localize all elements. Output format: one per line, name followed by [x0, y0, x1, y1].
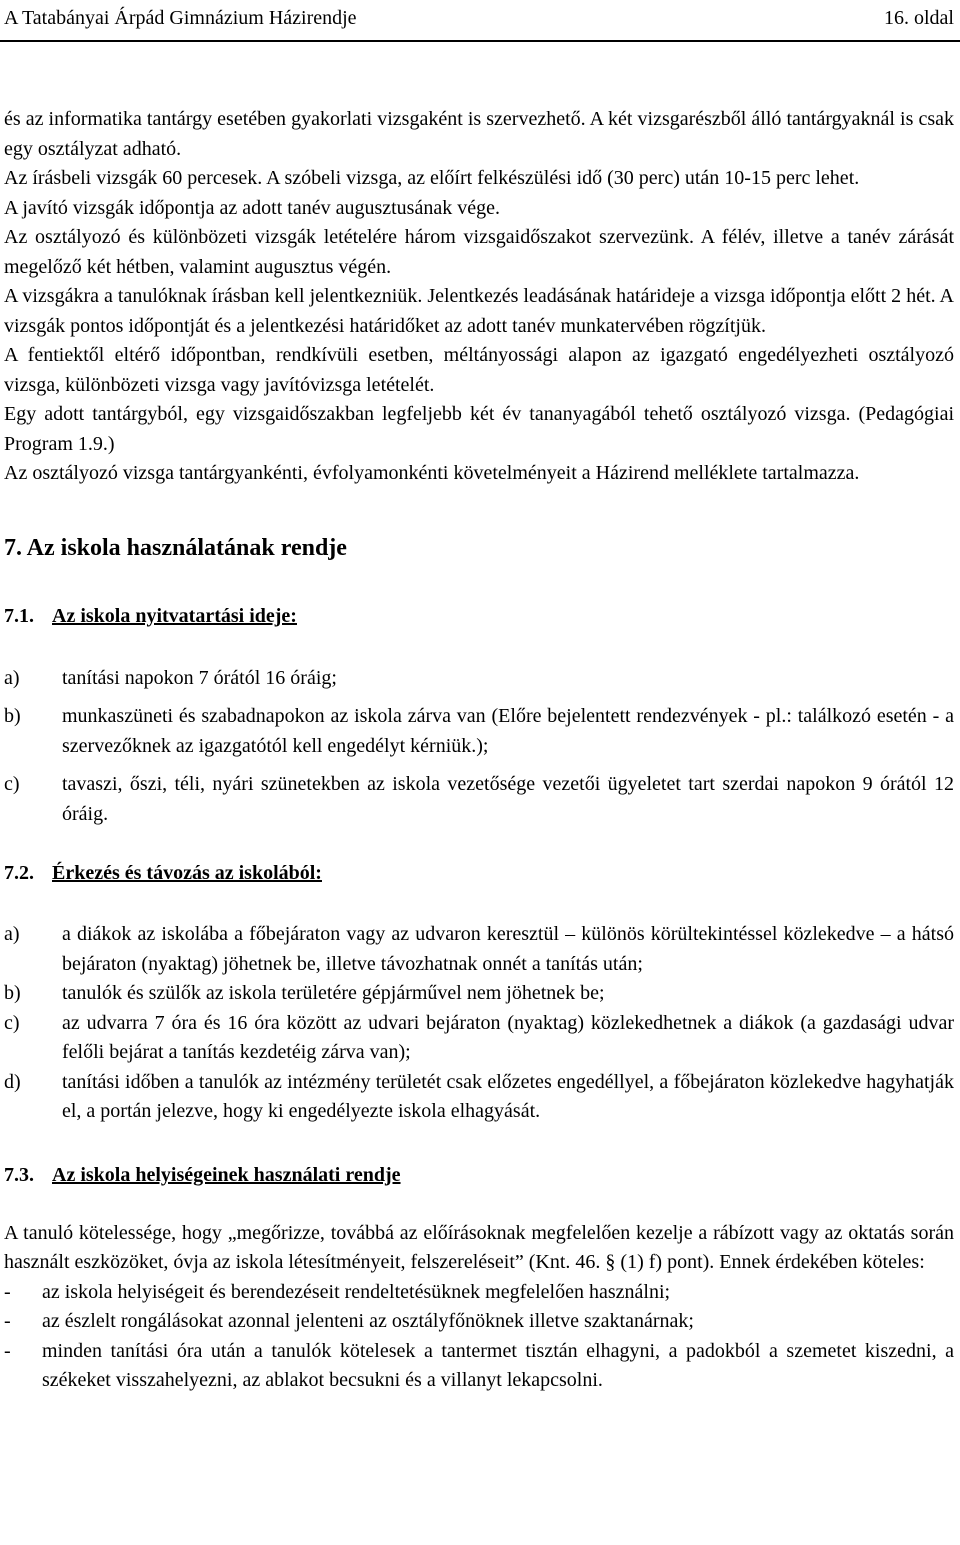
subsection-title: Az iskola nyitvatartási ideje: — [52, 604, 297, 627]
list-marker: c) — [4, 773, 20, 795]
paragraph: és az informatika tantárgy esetében gyakorlati vizsgaként is szervezhető. A két vizsgarészből álló tantárgyaknál is csak egy osztályzat adható. — [4, 108, 954, 160]
page-content — [4, 105, 954, 1396]
subsection-heading-7-3 — [4, 1161, 954, 1189]
list-marker: - — [4, 1280, 11, 1303]
paragraph: A vizsgákra a tanulóknak írásban kell jelentkezniük. Jelentkezés leadásának határideje a vizsga időpontja előtt 2 hét. A vizsgák pontos időpontját és a jelentkezési határidőket az adott tanév munkatervében rögzítjük. — [4, 285, 954, 337]
list-text: tanítási napokon 7 órától 16 óráig; — [62, 666, 337, 689]
list-item — [4, 1337, 954, 1396]
list-item — [4, 920, 954, 979]
subsection-heading-7-2 — [4, 859, 954, 887]
paragraph: Az osztályozó vizsga tantárgyankénti, évfolyamonkénti követelményeit a Házirend melléklete tartalmazza. — [4, 462, 860, 484]
document-title: A Tatabányai Árpád Gimnázium Házirendje — [4, 7, 357, 29]
page-header — [4, 6, 954, 30]
arrival-departure-list — [4, 920, 954, 1127]
list-item — [4, 979, 954, 1009]
list-marker: b) — [4, 705, 21, 727]
subsection-number: 7.3. — [4, 1163, 34, 1186]
duties-list — [4, 1278, 954, 1396]
list-text: a diákok az iskolába a főbejáraton vagy az udvaron keresztül – különös körültekintéssel közlekedve – a hátsó bejáraton (nyaktag) jöhetnek be, illetve távozhatnak onnét a tanítás után; — [62, 923, 954, 975]
list-item — [4, 1307, 954, 1337]
list-marker: a) — [4, 666, 20, 689]
paragraph: A fentiektől eltérő időpontban, rendkívüli esetben, méltányossági alapon az igazgató engedélyezheti osztályozó vizsga, különbözeti vizsga vagy javítóvizsga letételét. — [4, 344, 954, 396]
list-marker: d) — [4, 1070, 21, 1093]
list-marker: c) — [4, 1011, 20, 1034]
paragraph: Egy adott tantárgyból, egy vizsgaidőszakban legfeljebb két év tananyagából tehető osztályozó vizsga. (Pedagógiai Program 1.9.) — [4, 403, 954, 455]
list-marker: - — [4, 1339, 11, 1362]
subsection-number: 7.1. — [4, 604, 34, 627]
subsection-title: Az iskola helyiségeinek használati rendje — [52, 1163, 401, 1186]
list-marker: b) — [4, 982, 21, 1004]
list-text: munkaszüneti és szabadnapokon az iskola zárva van (Előre bejelentett rendezvények - pl.: találkozó esetén - a szervezőknek az igazgatótól kell engedélyt kérniük.); — [62, 705, 954, 757]
paragraph: A tanuló kötelessége, hogy „megőrizze, továbbá az előírásoknak megfelelően kezelje a rábízott vagy az oktatás során használt eszközöket, óvja az iskola létesítményeit, felszereléseit” (Knt. 46. § (1) f) pont). Ennek érdekében köteles: — [4, 1221, 954, 1273]
list-text: minden tanítási óra után a tanulók kötelesek a tantermet tisztán elhagyni, a padokból a szemetet kiszedni, a székeket visszahelyezni, az ablakot becsukni és a villanyt lekapcsolni. — [42, 1339, 954, 1391]
subsection-heading-7-1 — [4, 602, 954, 630]
list-text: az iskola helyiségeit és berendezéseit rendeltetésüknek megfelelően használni; — [42, 1280, 671, 1303]
list-text: tanítási időben a tanulók az intézmény területét csak előzetes engedéllyel, a főbejáraton közlekedve hagyhatják el, a portán jelezve, hogy ki engedélyezte iskola elhagyását. — [62, 1070, 954, 1122]
section-heading-7: 7. Az iskola használatának rendje — [4, 534, 347, 561]
header-divider — [0, 40, 960, 42]
list-marker: - — [4, 1310, 11, 1332]
list-text: tanulók és szülők az iskola területére gépjárművel nem jöhetnek be; — [62, 982, 605, 1004]
subsection-title: Érkezés és távozás az iskolából: — [52, 862, 322, 884]
paragraph: A javító vizsgák időpontja az adott tanév augusztusának vége. — [4, 196, 500, 219]
list-text: tavaszi, őszi, téli, nyári szünetekben az iskola vezetősége vezetői ügyeletet tart szerdai napokon 9 órától 12 óráig. — [62, 773, 954, 825]
list-marker: a) — [4, 923, 20, 945]
paragraph: Az osztályozó és különbözeti vizsgák letételére három vizsgaidőszakot szervezünk. A félév, illetve a tanév zárását megelőző két hétben, valamint augusztus végén. — [4, 226, 954, 278]
paragraph: Az írásbeli vizsgák 60 percesek. A szóbeli vizsga, az előírt felkészülési idő (30 perc) után 10-15 perc lehet. — [4, 167, 860, 189]
list-item — [4, 702, 954, 761]
list-item — [4, 664, 954, 694]
list-item — [4, 1009, 954, 1068]
list-text: az udvarra 7 óra és 16 óra között az udvari bejáraton (nyaktag) közlekedhetnek a diákok (a gazdasági udvar felőli bejárat a tanítás kezdetéig zárva van); — [62, 1011, 954, 1063]
page-number: 16. oldal — [884, 7, 954, 29]
list-item — [4, 1278, 954, 1308]
opening-hours-list — [4, 664, 954, 830]
list-text: az észlelt rongálásokat azonnal jelenteni az osztályfőnöknek illetve szaktanárnak; — [42, 1310, 694, 1332]
list-item — [4, 770, 954, 829]
list-item — [4, 1068, 954, 1127]
subsection-number: 7.2. — [4, 862, 34, 884]
